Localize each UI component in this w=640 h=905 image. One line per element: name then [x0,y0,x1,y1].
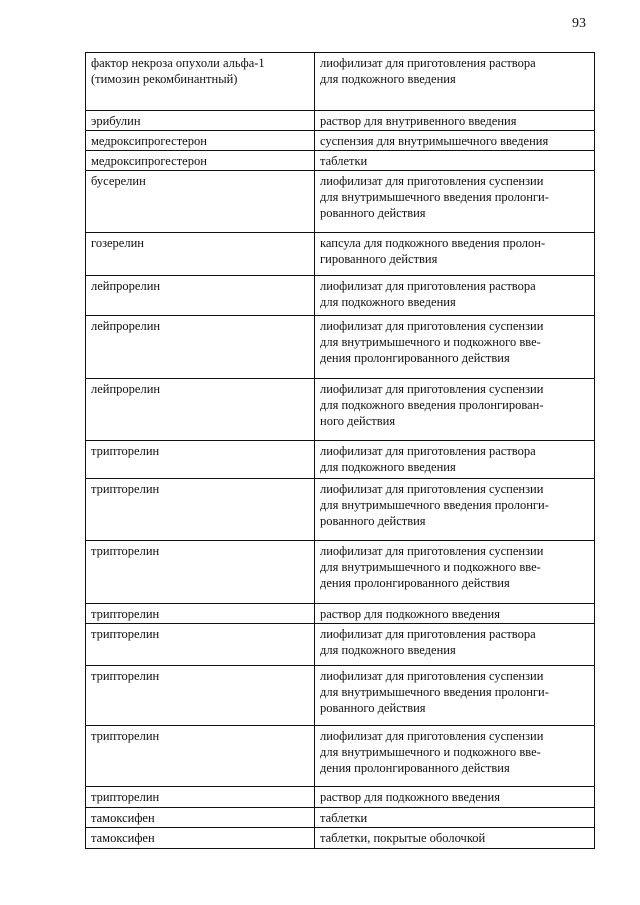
dosage-form-cell [315,604,595,624]
table-row [86,53,595,111]
drug-name: трипторелин [91,607,160,621]
dosage-form: таблетки, покрытые оболочкой [320,831,486,845]
drug-name-cell [86,441,315,479]
table-row [86,604,595,624]
dosage-form: лиофилизат для приготовления суспензии для внутримышечного и подкожного вве- дения пролонгированного действия [320,319,544,365]
dosage-form: таблетки [320,154,368,168]
dosage-form-cell [315,53,595,111]
table-row [86,541,595,604]
dosage-form-cell [315,171,595,233]
dosage-form: суспензия для внутримышечного введения [320,134,549,148]
table-row [86,316,595,379]
drug-name: трипторелин [91,627,160,641]
dosage-form: таблетки [320,811,368,825]
drug-name: фактор некроза опухоли альфа-1 (тимозин рекомбинантный) [91,56,265,86]
drug-table [85,52,595,849]
drug-name-cell [86,276,315,316]
drug-name-cell [86,379,315,441]
table-row [86,379,595,441]
dosage-form: лиофилизат для приготовления раствора для подкожного введения [320,627,536,657]
table-row [86,479,595,541]
dosage-form: лиофилизат для приготовления раствора для подкожного введения [320,279,536,309]
drug-name-cell [86,111,315,131]
dosage-form: лиофилизат для приготовления суспензии для внутримышечного и подкожного вве- дения пролонгированного действия [320,544,544,590]
drug-name: лейпрорелин [91,279,161,293]
dosage-form: лиофилизат для приготовления суспензии для внутримышечного и подкожного вве- дения пролонгированного действия [320,729,544,775]
table-row [86,808,595,828]
drug-name-cell [86,131,315,151]
dosage-form-cell [315,726,595,787]
drug-name-cell [86,233,315,276]
drug-name: тамоксифен [91,831,155,845]
table-row [86,131,595,151]
drug-name-cell [86,666,315,726]
dosage-form-cell [315,541,595,604]
drug-name: трипторелин [91,669,160,683]
dosage-form-cell [315,828,595,849]
dosage-form-cell [315,441,595,479]
dosage-form: лиофилизат для приготовления раствора для подкожного введения [320,444,536,474]
dosage-form-cell [315,479,595,541]
drug-name: гозерелин [91,236,144,250]
table-row [86,151,595,171]
table-row [86,171,595,233]
drug-name-cell [86,828,315,849]
dosage-form-cell [315,233,595,276]
table-row [86,111,595,131]
dosage-form: капсула для подкожного введения пролон- гированного действия [320,236,546,266]
table-row [86,666,595,726]
table-row [86,726,595,787]
drug-name: бусерелин [91,174,146,188]
drug-name: медроксипрогестерон [91,134,207,148]
drug-name: трипторелин [91,544,160,558]
drug-name-cell [86,624,315,666]
drug-name: лейпрорелин [91,319,161,333]
dosage-form: раствор для внутривенного введения [320,114,517,128]
dosage-form: раствор для подкожного введения [320,607,500,621]
page-number: 93 [572,16,586,31]
table-row [86,276,595,316]
dosage-form-cell [315,111,595,131]
drug-name: медроксипрогестерон [91,154,207,168]
table-row [86,828,595,849]
drug-name-cell [86,479,315,541]
drug-name-cell [86,787,315,808]
table-row [86,624,595,666]
dosage-form: лиофилизат для приготовления раствора для подкожного введения [320,56,536,86]
dosage-form: лиофилизат для приготовления суспензии для внутримышечного введения пролонги- рованного действия [320,669,549,715]
dosage-form-cell [315,787,595,808]
dosage-form-cell [315,379,595,441]
dosage-form-cell [315,624,595,666]
dosage-form: лиофилизат для приготовления суспензии для внутримышечного введения пролонги- рованного действия [320,482,549,528]
drug-name: лейпрорелин [91,382,161,396]
table-row [86,787,595,808]
dosage-form: раствор для подкожного введения [320,790,500,804]
dosage-form-cell [315,666,595,726]
drug-name-cell [86,808,315,828]
table-row [86,441,595,479]
drug-name-cell [86,726,315,787]
dosage-form-cell [315,151,595,171]
dosage-form-cell [315,131,595,151]
dosage-form: лиофилизат для приготовления суспензии для подкожного введения пролонгирован- ного действия [320,382,544,428]
dosage-form: лиофилизат для приготовления суспензии для внутримышечного введения пролонги- рованного действия [320,174,549,220]
drug-name-cell [86,541,315,604]
drug-name: эрибулин [91,114,141,128]
drug-name-cell [86,316,315,379]
dosage-form-cell [315,276,595,316]
drug-name: трипторелин [91,444,160,458]
dosage-form-cell [315,808,595,828]
drug-name: тамоксифен [91,811,155,825]
drug-name-cell [86,53,315,111]
drug-name: трипторелин [91,482,160,496]
drug-name: трипторелин [91,790,160,804]
dosage-form-cell [315,316,595,379]
drug-name-cell [86,604,315,624]
drug-name-cell [86,171,315,233]
table-row [86,233,595,276]
drug-name: трипторелин [91,729,160,743]
drug-name-cell [86,151,315,171]
